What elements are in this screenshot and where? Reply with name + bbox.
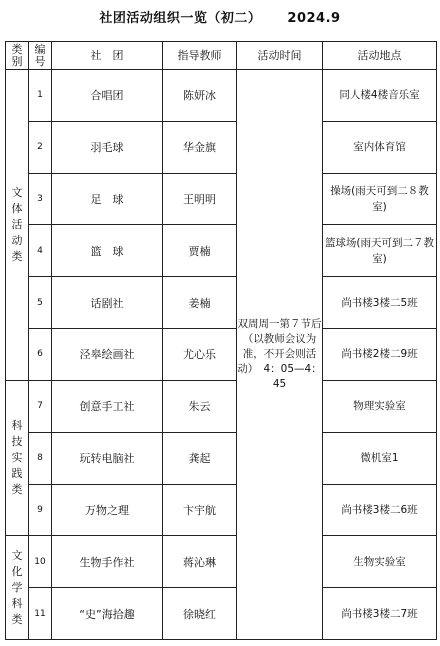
table-row [6,277,437,329]
location-cell: 生物实验室 [323,536,437,588]
activity-table [5,41,437,640]
club-cell: 合唱团 [52,70,163,122]
page-title [0,7,440,29]
header-number: 编 号 [29,42,52,70]
category-cell: 科 技 实 践 类 [6,380,29,535]
teacher-cell: 蒋沁琳 [163,536,237,588]
number-cell: 10 [29,536,52,588]
header-location: 活动地点 [323,42,437,70]
table-row [6,173,437,225]
number-cell: 5 [29,277,52,329]
number-cell: 11 [29,588,52,640]
teacher-cell: 徐晓红 [163,588,237,640]
club-cell: 创意手工社 [52,380,163,432]
title-date: 2024.9 [287,11,341,26]
category-cell: 文 化 学 科 类 [6,536,29,640]
teacher-cell: 王明明 [163,173,237,225]
table-row [6,329,437,381]
club-cell: 篮 球 [52,225,163,277]
teacher-cell: 朱云 [163,380,237,432]
number-cell: 7 [29,380,52,432]
table-body [6,70,437,640]
location-cell: 尚书楼3楼二5班 [323,277,437,329]
location-cell: 尚书楼3楼二6班 [323,484,437,536]
number-cell: 2 [29,121,52,173]
table-row [6,380,437,432]
location-cell: 同人楼4楼音乐室 [323,70,437,122]
club-cell: 泾皋绘画社 [52,329,163,381]
number-cell: 3 [29,173,52,225]
location-cell: 操场(雨天可到二８教室) [323,173,437,225]
location-cell: 篮球场(雨天可到二７教室) [323,225,437,277]
table-row [6,588,437,640]
table-row [6,484,437,536]
table-row [6,70,437,122]
club-cell: 万物之理 [52,484,163,536]
table-row [6,536,437,588]
club-cell: 玩转电脑社 [52,432,163,484]
header-category: 类 别 [6,42,29,70]
club-cell: “史”海拾趣 [52,588,163,640]
category-cell: 文 体 活 动 类 [6,70,29,381]
teacher-cell: 华金旗 [163,121,237,173]
title-text: 社团活动组织一览（初二） [99,11,262,26]
table-row [6,121,437,173]
teacher-cell: 陈妍冰 [163,70,237,122]
teacher-cell: 龚起 [163,432,237,484]
location-cell: 物理实验室 [323,380,437,432]
header-time: 活动时间 [237,42,323,70]
teacher-cell: 卞宇航 [163,484,237,536]
teacher-cell: 贾楠 [163,225,237,277]
club-cell: 话剧社 [52,277,163,329]
table-row [6,225,437,277]
teacher-cell: 尤心乐 [163,329,237,381]
header-teacher: 指导教师 [163,42,237,70]
number-cell: 6 [29,329,52,381]
club-cell: 足 球 [52,173,163,225]
header-row [6,42,437,70]
club-cell: 生物手作社 [52,536,163,588]
table-row [6,432,437,484]
teacher-cell: 姜楠 [163,277,237,329]
number-cell: 8 [29,432,52,484]
number-cell: 9 [29,484,52,536]
activity-time-cell: 双周周一第７节后（以教师会议为准，不开会则活动） 4：05—4：45 [237,70,323,640]
club-cell: 羽毛球 [52,121,163,173]
location-cell: 尚书楼2楼二9班 [323,329,437,381]
location-cell: 微机室1 [323,432,437,484]
location-cell: 尚书楼3楼二7班 [323,588,437,640]
location-cell: 室内体育馆 [323,121,437,173]
number-cell: 1 [29,70,52,122]
header-club: 社 团 [52,42,163,70]
number-cell: 4 [29,225,52,277]
